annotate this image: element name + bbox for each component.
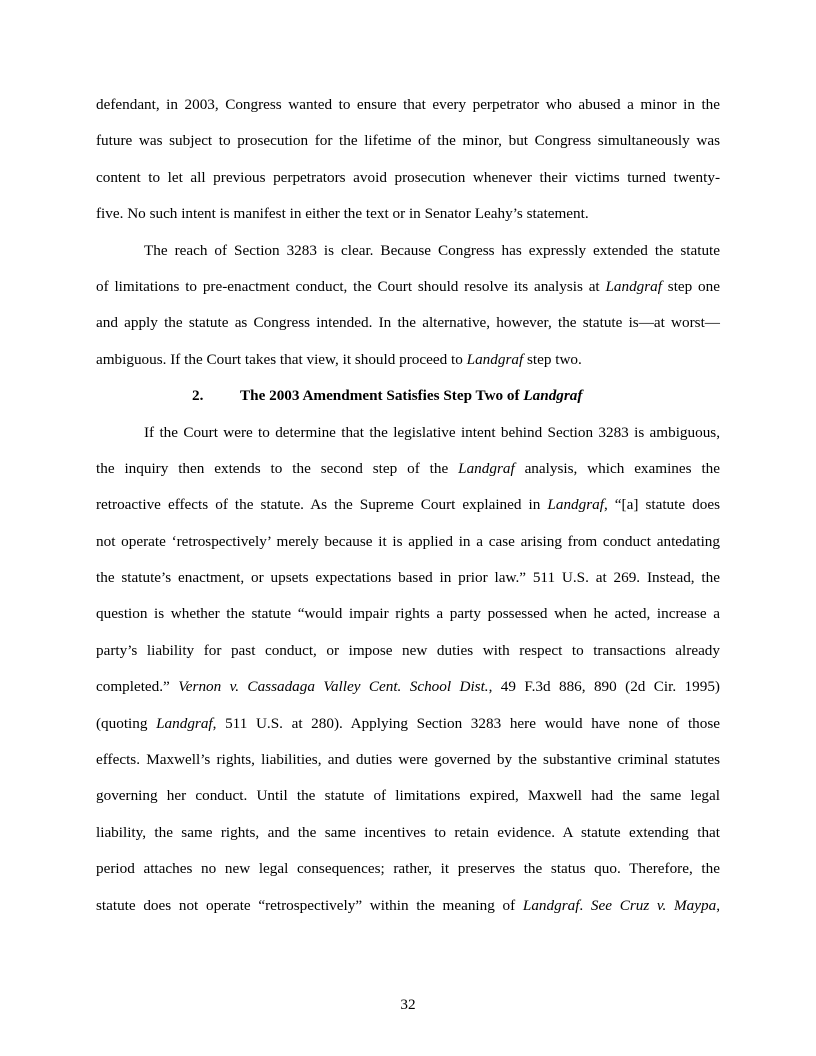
text-line: five. No such intent is manifest in either the text or in Senator Leahy’s statement. [96, 205, 589, 223]
text-line: statute does not operate “retrospectively” within the meaning of Landgraf. See Cruz v. Maypa, [96, 896, 721, 914]
text-line: not operate ‘retrospectively’ merely because it is applied in a case arising from conduct antedating [96, 532, 720, 550]
text-line: liability, the same rights, and the same incentives to retain evidence. A statute extending that [96, 823, 720, 841]
paragraph-reach [96, 240, 720, 386]
document-body [96, 94, 720, 931]
text-line: period attaches no new legal consequences; rather, it preserves the status quo. Therefore, the [96, 860, 720, 878]
text-line: effects. Maxwell’s rights, liabilities, and duties were governed by the substantive criminal statutes [96, 751, 720, 769]
text-line: The reach of Section 3283 is clear. Because Congress has expressly extended the statute [144, 241, 720, 259]
section-number: 2. [192, 387, 204, 405]
case-name: Landgraf [466, 350, 524, 368]
text-line: and apply the statute as Congress intended. In the alternative, however, the statute is—at worst— [96, 314, 720, 332]
case-name: Landgraf [458, 459, 515, 477]
text-line: governing her conduct. Until the statute of limitations expired, Maxwell had the same legal [96, 787, 720, 805]
text-line: party’s liability for past conduct, or impose new duties with respect to transactions already [96, 641, 720, 659]
text-line: future was subject to prosecution for the lifetime of the minor, but Congress simultaneously was [96, 132, 720, 150]
text-line: the inquiry then extends to the second step of the Landgraf analysis, which examines the [96, 459, 720, 477]
section-title: The 2003 Amendment Satisfies Step Two of Landgraf [240, 387, 583, 405]
text-line: of limitations to pre-enactment conduct, the Court should resolve its analysis at Landgraf step one [96, 277, 720, 295]
text-line: ambiguous. If the Court takes that view, it should proceed to Landgraf step two. [96, 350, 582, 368]
text-line: the statute’s enactment, or upsets expectations based in prior law.” 511 U.S. at 269. Instead, the [96, 569, 720, 587]
case-name: Landgraf [605, 277, 662, 295]
paragraph-continuation [96, 94, 720, 240]
citation-signal: See Cruz v. Maypa [590, 896, 717, 914]
text-line: If the Court were to determine that the legislative intent behind Section 3283 is ambiguous, [144, 423, 720, 441]
case-name: Landgraf [522, 896, 580, 914]
text-line: content to let all previous perpetrators avoid prosecution whenever their victims turned twenty- [96, 168, 720, 186]
case-name: Landgraf [156, 714, 213, 732]
text-line: (quoting Landgraf, 511 U.S. at 280). Applying Section 3283 here would have none of those [96, 714, 721, 732]
text-line: defendant, in 2003, Congress wanted to ensure that every perpetrator who abused a minor in the [96, 96, 720, 113]
text-line: completed.” Vernon v. Cassadaga Valley Cent. School Dist., 49 F.3d 886, 890 (2d Cir. 1995) [96, 678, 720, 696]
case-name: Landgraf [547, 496, 604, 514]
text-line: question is whether the statute “would impair rights a party possessed when he acted, increase a [96, 605, 720, 623]
case-name: Vernon v. Cassadaga Valley Cent. School Dist. [178, 678, 489, 696]
section-heading [96, 385, 720, 421]
text-line: retroactive effects of the statute. As the Supreme Court explained in Landgraf, “[a] statute does [96, 496, 720, 514]
paragraph-step-two [96, 422, 720, 931]
page-number: 32 [400, 996, 416, 1013]
